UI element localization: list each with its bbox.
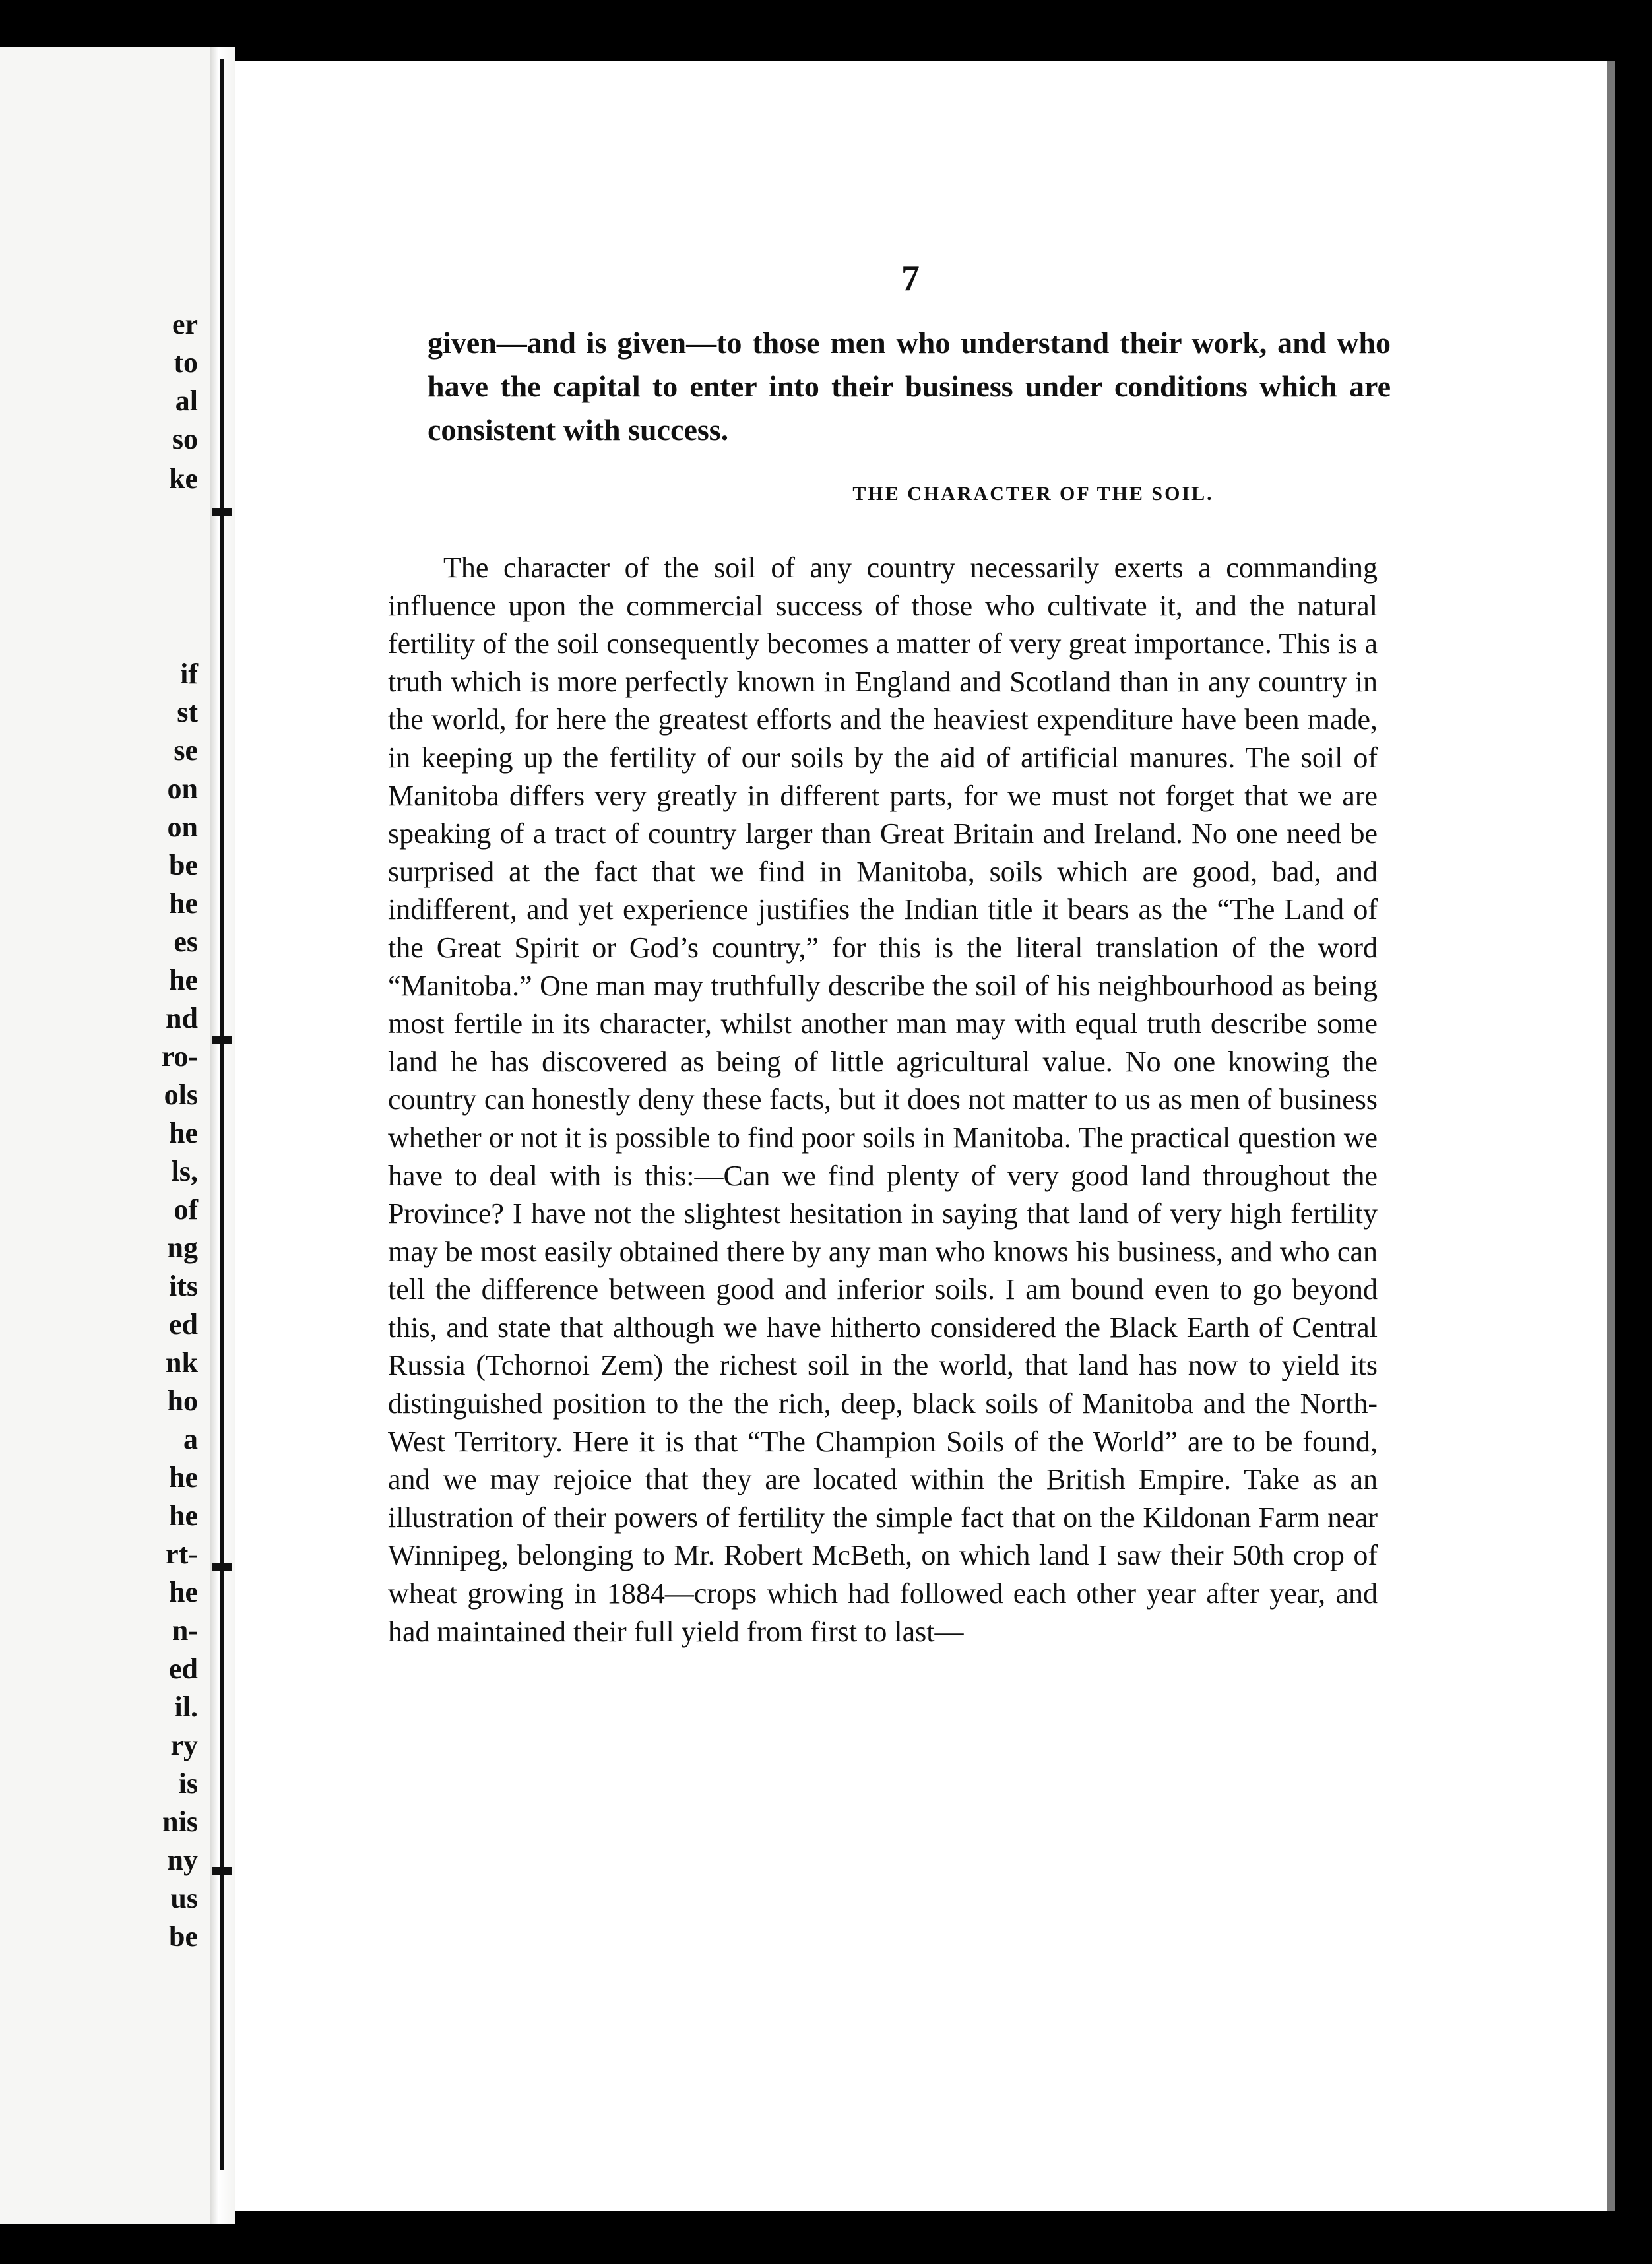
left-page-fragment: rt- (166, 1538, 198, 1570)
binding-thread (220, 59, 224, 2170)
left-page-fragment: on (167, 811, 198, 843)
left-page-fragment: ke (169, 462, 198, 495)
left-page-fragment: ls, (171, 1155, 198, 1187)
left-page-fragment: ry (170, 1729, 198, 1761)
left-page-fragment: il. (174, 1691, 198, 1723)
left-page-fragment: its (169, 1270, 198, 1302)
left-page-fragment: of (174, 1193, 198, 1226)
binding-staple (212, 1036, 232, 1044)
left-page-fragment: ng (167, 1232, 198, 1264)
left-page-edge (0, 47, 210, 2224)
left-page-fragment: be (169, 1920, 198, 1953)
intro-paragraph: given—and is given—to those men who understand their work, and who have the capital to enter into their business under conditions which are consistent with success. (428, 326, 1391, 447)
left-page-fragment: to (174, 346, 198, 379)
section-heading: THE CHARACTER OF THE SOIL. (852, 483, 1214, 505)
left-page-fragment: he (169, 964, 198, 996)
left-page-fragment: ho (167, 1385, 198, 1417)
left-page-fragment: al (175, 385, 198, 417)
binding-staple (212, 1867, 232, 1875)
left-page-fragment: ro- (161, 1040, 198, 1073)
left-page-fragment: he (169, 1117, 198, 1149)
left-page-fragment: nk (166, 1346, 198, 1379)
left-page-fragment: ed (169, 1652, 198, 1685)
left-page-fragment: us (170, 1882, 198, 1914)
left-page-fragment: he (169, 887, 198, 920)
left-page-fragment: nis (162, 1806, 198, 1838)
right-page (235, 61, 1615, 2211)
left-page-fragment: se (174, 734, 198, 767)
left-page-fragment: ed (169, 1308, 198, 1340)
left-page-fragment: es (174, 926, 198, 958)
left-page-fragment: on (167, 772, 198, 805)
left-page-fragment: a (183, 1423, 198, 1455)
page-number: 7 (901, 258, 920, 299)
left-page-fragment: er (172, 308, 198, 340)
left-page-fragment: ols (164, 1079, 198, 1111)
left-page-fragment: so (172, 423, 198, 455)
body-text (388, 549, 1378, 1651)
left-page-fragment: ny (167, 1844, 198, 1876)
binding-staple (212, 508, 232, 516)
left-page-fragment: be (169, 849, 198, 881)
binding-staple (212, 1563, 232, 1571)
left-page-fragment: st (177, 696, 198, 728)
left-page-fragment: n- (172, 1614, 198, 1647)
left-page-fragment: if (180, 658, 198, 690)
body-paragraph: The character of the soil of any country necessarily exerts a commanding influence upon the commercial success of those who cultivate it, and the natural fertility of the soil consequently becomes a matter of very great importance. This is a truth which is more perfectly known in England and Scotland than in any country in the world, for here the greatest efforts and the heaviest expenditure have been made, in keeping up the fertility of our soils by the aid of artificial manures. The soil of Manitoba differs very greatly in different parts, for we must not forget that we are speaking of a tract of country larger than Great Britain and Ireland. No one need be surprised at the fact that we find in Manitoba, soils which are good, bad, and indifferent, and yet experience justifies the Indian title it bears as the “The Land of the Great Spirit or God’s country,” for this is the literal translation of the word “Manitoba.” One man may truthfully describe the soil of his neighbourhood as being most fertile in its character, whilst another man may with equal truth describe some land he has discovered as being of little agricultural value. No one knowing the country can honestly deny these facts, but it does not matter to us as men of business whether or not it is possible to find poor soils in Manitoba. The practical question we have to deal with is this:—Can we find plenty of very good land throughout the Province? I have not the slightest hesitation in saying that land of very high fertility may be most easily obtained there by any man who knows his business, and who can tell the difference between good and inferior soils. I am bound even to go beyond this, and state that although we have hitherto considered the Black Earth of Central Russia (Tchornoi Zem) the richest soil in the world, that land has now to yield its distinguished position to the the rich, deep, black soils of Manitoba and the North-West Territory. Here it is that “The Champion Soils of the World” are to be found, and we may rejoice that they are located within the British Empire. Take as an illustration of their powers of fertility the simple fact that on the Kildonan Farm near Winnipeg, belonging to Mr. Robert McBeth, on which land I saw their 50th crop of wheat growing in 1884—crops which had followed each other year after year, and had maintained their full yield from first to last— (388, 551, 1378, 1648)
left-page-fragment: nd (166, 1002, 198, 1034)
left-page-fragment: he (169, 1461, 198, 1494)
left-page-fragment: he (169, 1499, 198, 1532)
left-page-fragment: is (178, 1767, 198, 1800)
left-page-fragment: he (169, 1576, 198, 1608)
